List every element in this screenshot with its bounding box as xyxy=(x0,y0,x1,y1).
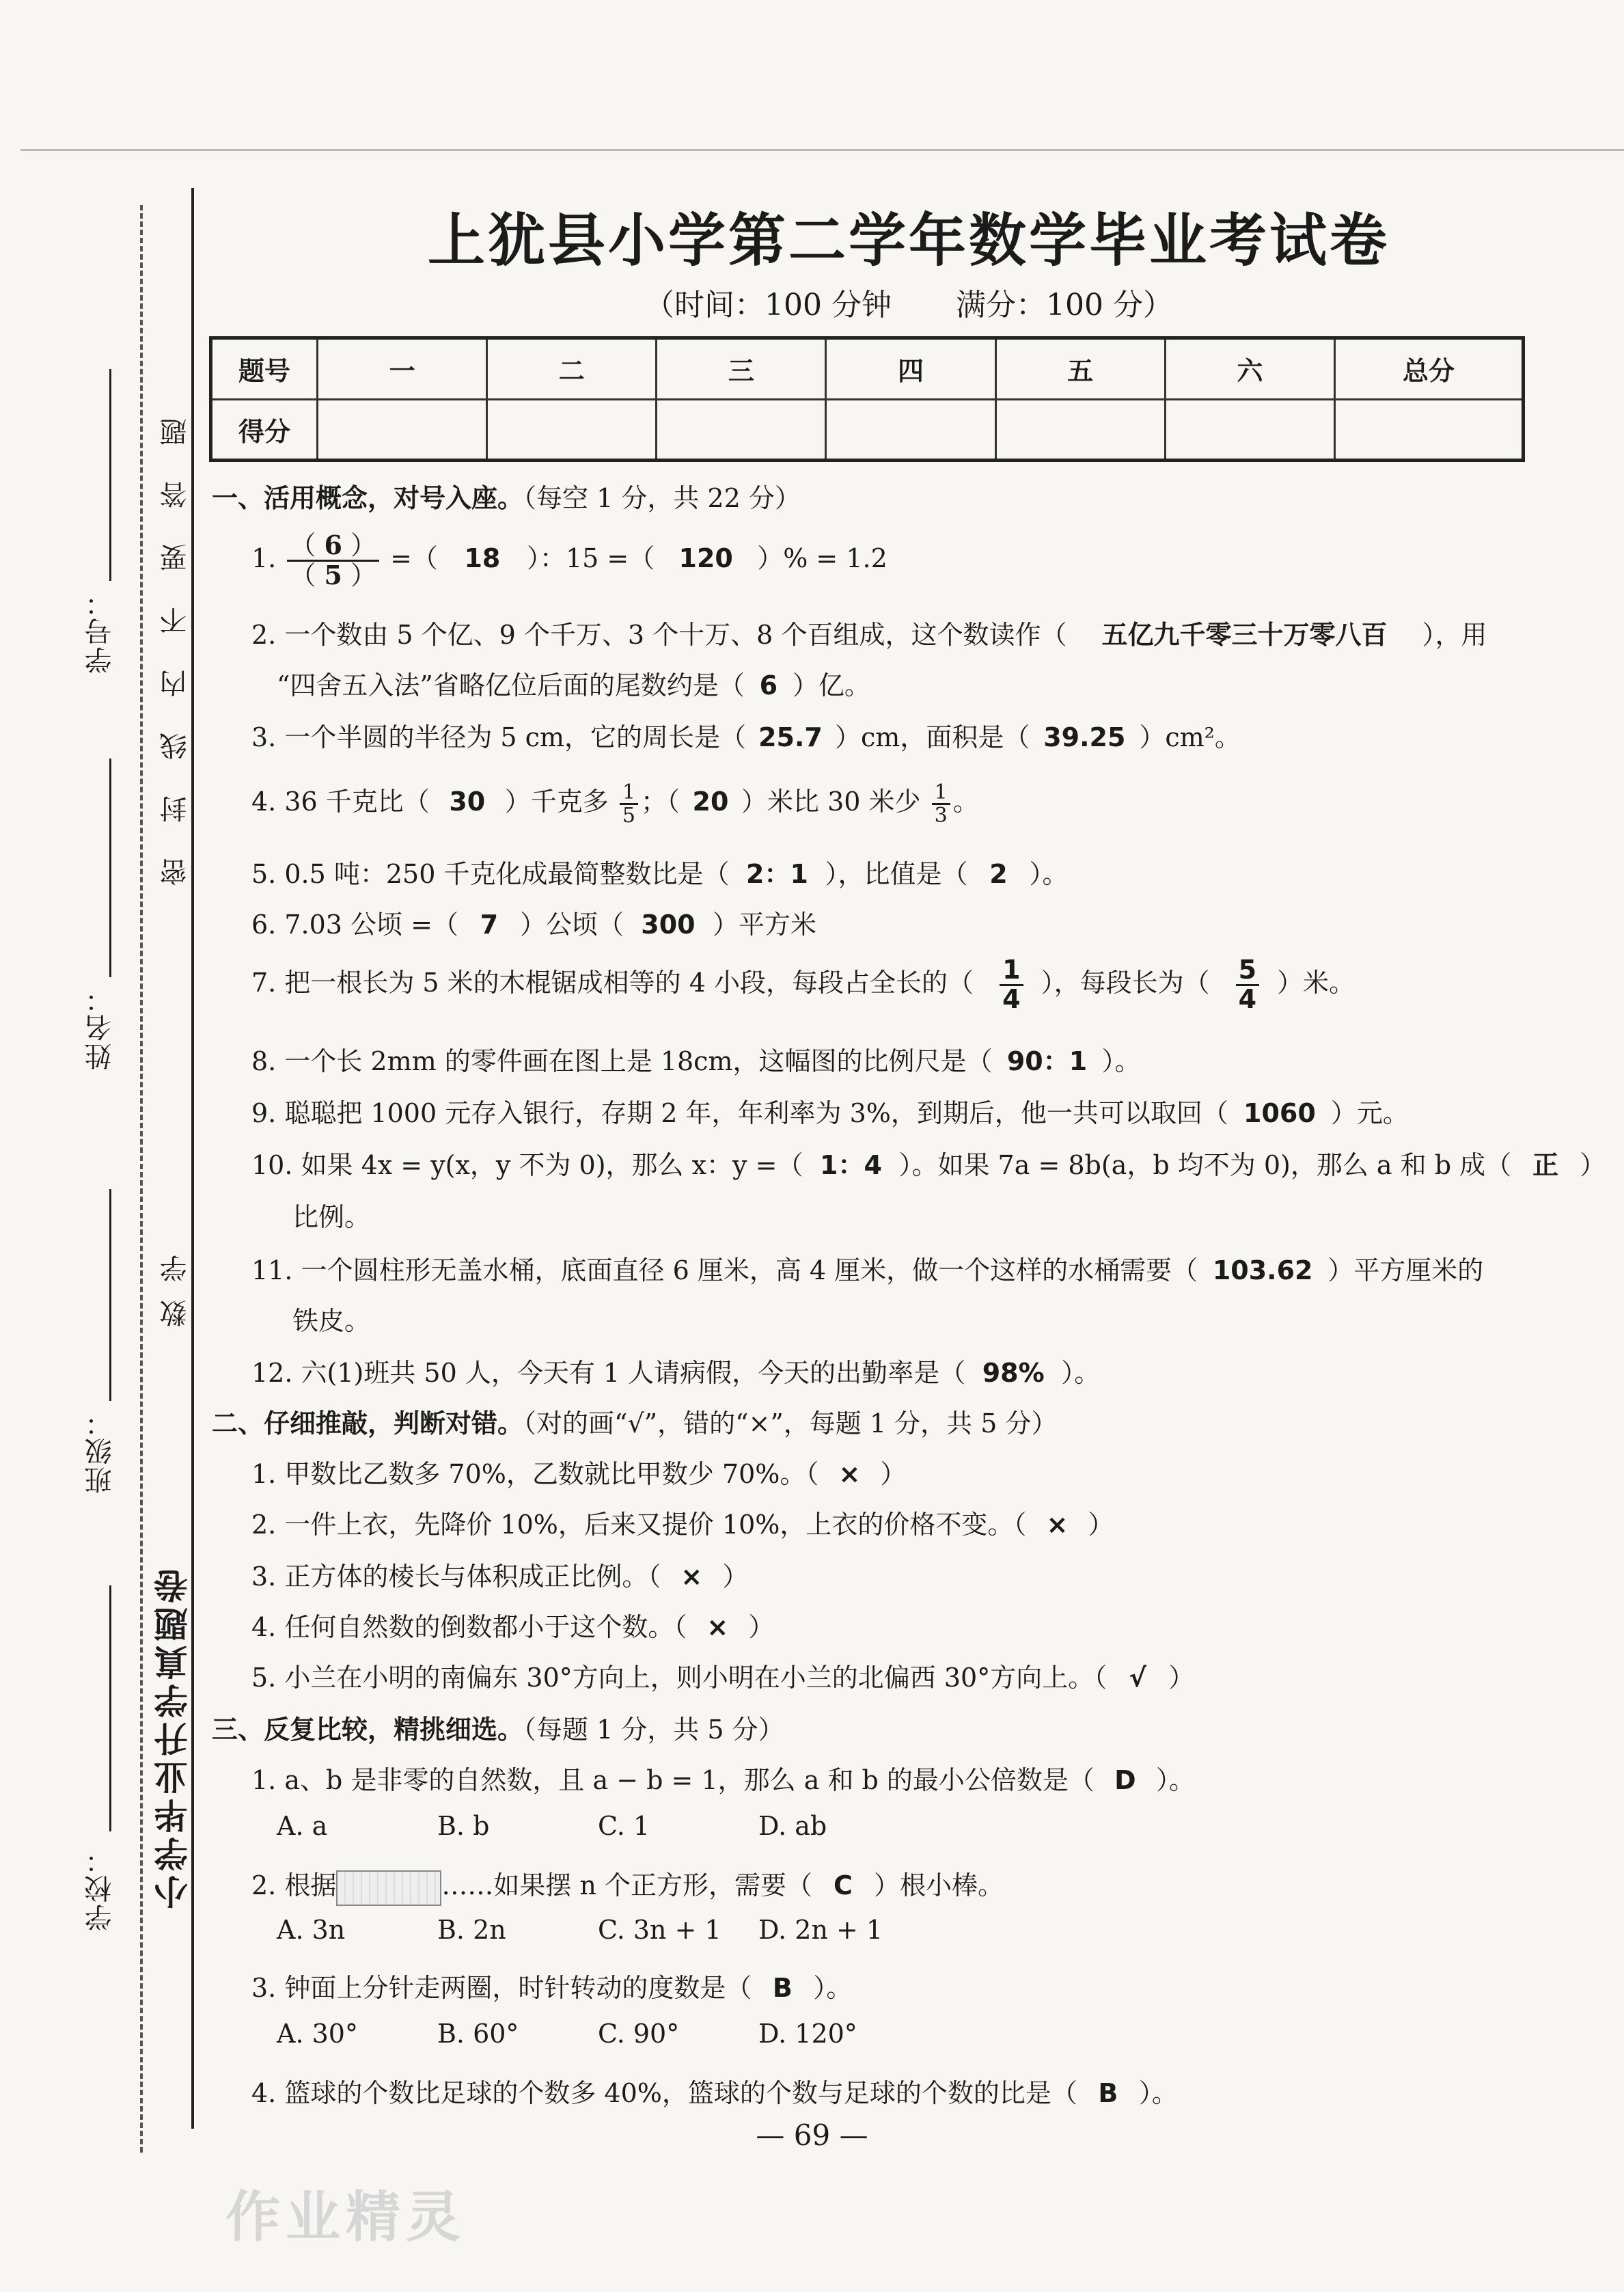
q3-2 xyxy=(251,1864,1004,1906)
answer: 正 xyxy=(1532,1150,1559,1180)
q-text: ）。 xyxy=(1155,1765,1195,1795)
q-text: 3. 一个半圆的半径为 5 cm，它的周长是（ xyxy=(251,722,746,752)
school-field[interactable] xyxy=(109,1585,111,1831)
q1-9 xyxy=(251,1092,1409,1130)
exam-title: 上犹县小学第二学年数学毕业考试卷 xyxy=(427,206,1390,274)
q-text: 1. 甲数比乙数多 70%，乙数就比甲数少 70%。（ xyxy=(251,1459,819,1489)
exam-subtitle xyxy=(205,280,1612,324)
fraction xyxy=(932,782,950,827)
q-text: ）根小棒。 xyxy=(873,1870,1004,1900)
q-text: 8. 一个长 2mm 的零件画在图上是 18cm，这幅图的比例尺是（ xyxy=(251,1046,993,1076)
q-text: ；（ xyxy=(640,787,680,817)
q-text: 4. 任何自然数的倒数都小于这个数。（ xyxy=(251,1612,687,1642)
book-label: 小学毕业升学真题卷 xyxy=(153,1565,193,1909)
section2-heading xyxy=(212,1402,1057,1440)
q2-1 xyxy=(251,1453,906,1490)
option-c[interactable]: C. 3n + 1 xyxy=(598,1915,721,1945)
fraction xyxy=(620,782,638,827)
q-text: ）cm²。 xyxy=(1139,722,1241,752)
q2-5 xyxy=(251,1656,1194,1694)
q-text: ），每段长为（ xyxy=(1041,967,1210,998)
answer: × xyxy=(680,1561,703,1592)
q1-12 xyxy=(251,1352,1100,1389)
q-text: ） xyxy=(1168,1663,1195,1693)
q1-3 xyxy=(251,716,1241,754)
answer: 2：1 xyxy=(746,859,808,889)
option-b[interactable]: B. 2n xyxy=(437,1915,506,1945)
q1-11-cont xyxy=(292,1300,370,1337)
q-text: 10. 如果 4x = y(x，y 不为 0)，那么 x：y =（ xyxy=(251,1150,803,1180)
q-text: 4. 篮球的个数比足球的个数多 40%，篮球的个数与足球的个数的比是（ xyxy=(251,2078,1077,2108)
q1-6 xyxy=(251,903,816,941)
q1-5 xyxy=(251,853,1069,890)
q3-1 xyxy=(251,1759,1195,1797)
name-label: 姓名： xyxy=(85,984,116,1070)
q3-3-options xyxy=(277,2019,919,2049)
section3-title: 三、反复比较，精挑细选。 xyxy=(212,1715,524,1745)
score-input-cell[interactable] xyxy=(487,399,657,461)
score-cell: 总分 xyxy=(1335,338,1524,400)
subject-label: 数学 xyxy=(160,1237,191,1327)
q3-3 xyxy=(251,1967,852,2004)
binding-dashed-line xyxy=(140,205,143,2153)
option-c[interactable]: C. 90° xyxy=(598,2019,680,2049)
q-text: 5. 0.5 吨：250 千克化成最简整数比是（ xyxy=(251,859,730,889)
page-number: — 69 — xyxy=(756,2118,868,2152)
q-text: ） xyxy=(1580,1150,1606,1180)
time-limit: （时间：100 分钟 xyxy=(644,288,892,323)
option-b[interactable]: B. 60° xyxy=(437,2019,519,2049)
answer: D xyxy=(1114,1765,1136,1795)
q-text: ）。 xyxy=(1138,2078,1178,2108)
q-text: ）公顷（ xyxy=(519,910,624,940)
score-input-cell[interactable] xyxy=(1165,399,1334,461)
q-text: 11. 一个圆柱形无盖水桶，底面直径 6 厘米，高 4 厘米，做一个这样的水桶需要（ xyxy=(251,1255,1198,1285)
section1-heading xyxy=(212,477,801,515)
score-input-cell[interactable] xyxy=(657,399,826,461)
score-table xyxy=(209,336,1525,462)
q-text: ）。 xyxy=(813,1973,853,2003)
q2-2 xyxy=(251,1503,1114,1541)
answer: B xyxy=(772,1973,793,2003)
q-text: 12. 六(1)班共 50 人，今天有 1 人请病假，今天的出勤率是（ xyxy=(251,1358,966,1388)
fraction-numerator: 5 xyxy=(1236,957,1259,986)
answer: 1060 xyxy=(1243,1098,1316,1128)
q-text: 1. a、b 是非零的自然数，且 a − b = 1，那么 a 和 b 的最小公倍数是（ xyxy=(251,1765,1095,1795)
score-input-cell[interactable] xyxy=(826,399,995,461)
option-a[interactable]: A. 3n xyxy=(277,1915,346,1945)
option-b[interactable]: B. b xyxy=(437,1811,490,1841)
q-text: ）cm，面积是（ xyxy=(835,722,1030,752)
student-number-field[interactable] xyxy=(109,369,111,581)
school-label: 学校： xyxy=(85,1845,116,1931)
q-text: ）。 xyxy=(1029,859,1069,889)
score-input-cell[interactable] xyxy=(995,399,1165,461)
answer: B xyxy=(1098,2078,1118,2108)
q-text: 9. 聪聪把 1000 元存入银行，存期 2 年，年利率为 3%，到期后，他一共可以取回（ xyxy=(251,1098,1228,1128)
score-table-score-row xyxy=(211,399,1524,461)
q-text: ），用 xyxy=(1422,620,1487,650)
answer: 2 xyxy=(989,859,1008,889)
q-text: ）亿。 xyxy=(792,670,870,700)
fraction-numerator: 1 xyxy=(1000,957,1023,986)
answer: √ xyxy=(1129,1663,1146,1693)
answer: 25.7 xyxy=(758,722,823,752)
q-text: 4. 36 千克比（ xyxy=(251,787,430,817)
option-c[interactable]: C. 1 xyxy=(598,1811,650,1841)
q-text: ） xyxy=(722,1561,749,1592)
answer: 五亿九千零三十万零八百 xyxy=(1101,620,1388,650)
fraction-denominator: （ 5 ） xyxy=(290,559,376,590)
answer: 6 xyxy=(324,530,342,560)
option-d[interactable]: D. ab xyxy=(758,1811,827,1841)
q1-4 xyxy=(251,780,979,827)
score-cell: 二 xyxy=(487,338,657,400)
class-label: 班级： xyxy=(85,1408,116,1494)
q-text: 铁皮。 xyxy=(292,1306,371,1336)
section1-note: （每空 1 分，共 22 分） xyxy=(523,483,801,513)
answer: 7 xyxy=(480,910,499,940)
q-text: =（ xyxy=(390,543,438,573)
option-a[interactable]: A. a xyxy=(277,1811,328,1841)
fraction xyxy=(1236,957,1259,1013)
fraction xyxy=(287,532,379,590)
q-text: 3. 钟面上分针走两圈，时针转动的度数是（ xyxy=(251,1973,752,2003)
q-text: ） xyxy=(1088,1510,1114,1540)
answer: 30 xyxy=(449,787,486,817)
answer: 39.25 xyxy=(1043,722,1126,752)
answer: × xyxy=(706,1612,729,1642)
seal-notice: 密封线内不要答题 xyxy=(160,383,191,886)
score-cell: 一 xyxy=(318,338,487,400)
q1-7 xyxy=(251,957,1355,1013)
fraction-numerator: 1 xyxy=(932,782,950,806)
q3-4 xyxy=(251,2072,1178,2110)
answer: 98% xyxy=(982,1358,1045,1388)
score-cell: 四 xyxy=(826,338,995,400)
q3-1-options xyxy=(277,1811,919,1841)
score-cell: 得分 xyxy=(211,399,318,461)
student-number-label: 学号： xyxy=(85,588,116,674)
fraction-numerator: （ 6 ） xyxy=(287,532,379,562)
answer: 90：1 xyxy=(1006,1046,1088,1076)
q-text: ）% = 1.2 xyxy=(757,543,887,573)
fraction-numerator: 1 xyxy=(620,782,638,806)
section2-note: （对的画“√”，错的“×”，每题 1 分，共 5 分） xyxy=(523,1408,1058,1438)
top-rule xyxy=(20,149,1624,151)
fraction-denominator: 3 xyxy=(934,804,948,828)
score-cell: 五 xyxy=(995,338,1165,400)
q1-2 xyxy=(251,614,1487,651)
q-text: 2. 一个数由 5 个亿、9 个千万、3 个十万、8 个百组成，这个数读作（ xyxy=(251,620,1067,650)
answer: 18 xyxy=(464,543,501,573)
q-text: 2. 一件上衣，先降价 10%，后来又提价 10%，上衣的价格不变。（ xyxy=(251,1510,1027,1540)
q-text: ）平方米 xyxy=(712,910,816,940)
answer: 120 xyxy=(678,543,733,573)
answer: 20 xyxy=(692,787,729,817)
section3-note: （每题 1 分，共 5 分） xyxy=(523,1715,784,1745)
q-text: ）。如果 7a = 8b(a，b 均不为 0)，那么 a 和 b 成（ xyxy=(898,1150,1512,1180)
q2-4 xyxy=(251,1606,774,1643)
q-text: 2. 根据 xyxy=(251,1870,337,1900)
q-text: 比例。 xyxy=(292,1202,371,1232)
option-a[interactable]: A. 30° xyxy=(277,2019,358,2049)
score-input-cell[interactable] xyxy=(318,399,487,461)
score-cell: 六 xyxy=(1165,338,1334,400)
watermark: 作业精灵 xyxy=(225,2185,466,2249)
section1-title: 一、活用概念，对号入座。 xyxy=(212,483,524,513)
q-text: ）元。 xyxy=(1330,1098,1409,1128)
answer: 300 xyxy=(641,910,696,940)
score-cell: 题号 xyxy=(211,338,318,400)
q-text: ）千克多 xyxy=(504,787,609,817)
full-score: 满分：100 分） xyxy=(956,288,1173,323)
q-number: 1. xyxy=(251,543,277,573)
q-text: ） xyxy=(880,1459,907,1489)
score-table-header-row xyxy=(211,338,1524,400)
answer: C xyxy=(834,1870,853,1900)
fraction xyxy=(1000,957,1023,1013)
q-text: 3. 正方体的棱长与体积成正比例。（ xyxy=(251,1561,661,1592)
q-text: 。 xyxy=(952,787,979,817)
q1-1 xyxy=(251,532,887,590)
q1-10-cont xyxy=(292,1196,370,1233)
answer: × xyxy=(1046,1510,1069,1540)
answer: 6 xyxy=(759,670,778,700)
q-text: 7. 把一根长为 5 米的木棍锯成相等的 4 小段，每段占全长的（ xyxy=(251,967,974,998)
section3-heading xyxy=(212,1708,784,1746)
q-text: “四舍五入法”省略亿位后面的尾数约是（ xyxy=(277,670,745,700)
option-d[interactable]: D. 2n + 1 xyxy=(758,1915,883,1945)
fraction-denominator: 4 xyxy=(1238,983,1257,1014)
q-text: 6. 7.03 公顷 =（ xyxy=(251,910,458,940)
q-text: ）。 xyxy=(1061,1358,1101,1388)
q-text: ） xyxy=(748,1612,775,1642)
q-text: ……如果摆 n 个正方形，需要（ xyxy=(441,1870,812,1900)
fraction-denominator: 4 xyxy=(1002,983,1021,1014)
answer: 103.62 xyxy=(1212,1255,1313,1285)
q-text: ）平方厘米的 xyxy=(1327,1255,1484,1285)
q-text: ），比值是（ xyxy=(825,859,968,889)
q1-11 xyxy=(251,1249,1483,1287)
class-field[interactable] xyxy=(109,1189,111,1401)
fraction-denominator: 5 xyxy=(622,804,635,828)
q-text: ）米比 30 米少 xyxy=(741,787,921,817)
q1-10 xyxy=(251,1144,1606,1182)
section2-title: 二、仔细推敲，判断对错。 xyxy=(212,1408,524,1438)
q-text: ）：15 =（ xyxy=(526,543,655,573)
answer: × xyxy=(838,1459,861,1489)
matchstick-figure-image xyxy=(336,1870,441,1906)
q-text: ）。 xyxy=(1101,1046,1141,1076)
name-field[interactable] xyxy=(109,759,111,977)
q-text: ）米。 xyxy=(1277,967,1355,998)
q1-8 xyxy=(251,1040,1141,1078)
score-input-cell[interactable] xyxy=(1335,399,1524,461)
option-d[interactable]: D. 120° xyxy=(758,2019,857,2049)
q2-3 xyxy=(251,1555,748,1593)
answer: 1：4 xyxy=(820,1150,882,1180)
q1-2-cont xyxy=(277,664,870,702)
score-cell: 三 xyxy=(657,338,826,400)
q-text: 5. 小兰在小明的南偏东 30°方向上，则小明在小兰的北偏西 30°方向上。（ xyxy=(251,1663,1107,1693)
answer: 5 xyxy=(324,559,342,590)
q3-2-options xyxy=(277,1915,919,1945)
